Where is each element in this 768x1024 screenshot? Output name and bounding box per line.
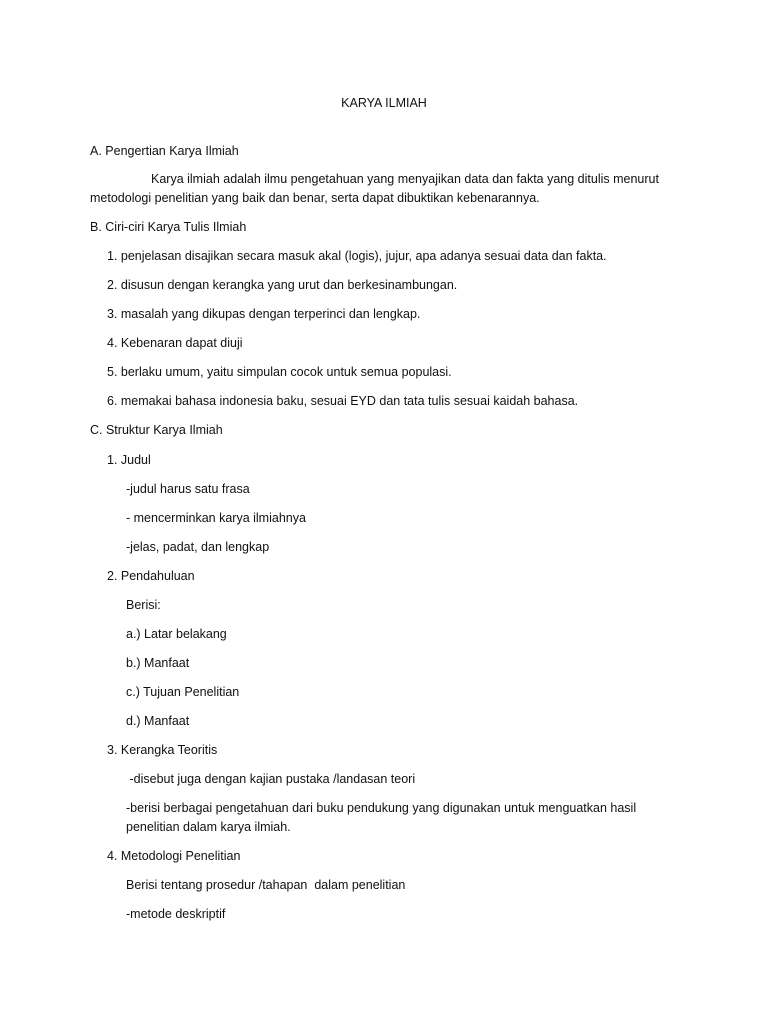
section-b-item-3: 3. masalah yang dikupas dengan terperinci dan lengkap. bbox=[107, 307, 421, 321]
judul-point-2: - mencerminkan karya ilmiahnya bbox=[126, 511, 306, 525]
judul-heading: 1. Judul bbox=[107, 453, 151, 467]
section-b-heading: B. Ciri-ciri Karya Tulis Ilmiah bbox=[90, 220, 247, 234]
section-b-item-5: 5. berlaku umum, yaitu simpulan cocok untuk semua populasi. bbox=[107, 365, 452, 379]
document-title: KARYA ILMIAH bbox=[341, 96, 427, 110]
metodologi-intro: Berisi tentang prosedur /tahapan dalam penelitian bbox=[126, 878, 406, 892]
pendahuluan-point-b: b.) Manfaat bbox=[126, 656, 190, 670]
section-a-paragraph-line1: Karya ilmiah adalah ilmu pengetahuan yang menyajikan data dan fakta yang ditulis menurut bbox=[151, 172, 659, 186]
section-b-item-6: 6. memakai bahasa indonesia baku, sesuai EYD dan tata tulis sesuai kaidah bahasa. bbox=[107, 394, 579, 408]
pendahuluan-intro: Berisi: bbox=[126, 598, 161, 612]
section-a-heading: A. Pengertian Karya Ilmiah bbox=[90, 144, 239, 158]
metodologi-heading: 4. Metodologi Penelitian bbox=[107, 849, 241, 863]
kerangka-point-1: -disebut juga dengan kajian pustaka /landasan teori bbox=[126, 772, 416, 786]
section-a-paragraph-line2: metodologi penelitian yang baik dan benar, serta dapat dibuktikan kebenarannya. bbox=[90, 191, 540, 205]
section-b-item-4: 4. Kebenaran dapat diuji bbox=[107, 336, 243, 350]
pendahuluan-point-d: d.) Manfaat bbox=[126, 714, 190, 728]
kerangka-point-2-line2: penelitian dalam karya ilmiah. bbox=[126, 820, 291, 834]
pendahuluan-point-a: a.) Latar belakang bbox=[126, 627, 227, 641]
section-b-item-2: 2. disusun dengan kerangka yang urut dan berkesinambungan. bbox=[107, 278, 458, 292]
pendahuluan-point-c: c.) Tujuan Penelitian bbox=[126, 685, 240, 699]
kerangka-point-2-line1: -berisi berbagai pengetahuan dari buku pendukung yang digunakan untuk menguatkan hasil bbox=[126, 801, 637, 815]
judul-point-3: -jelas, padat, dan lengkap bbox=[126, 540, 270, 554]
judul-point-1: -judul harus satu frasa bbox=[126, 482, 250, 496]
section-b-item-1: 1. penjelasan disajikan secara masuk akal (logis), jujur, apa adanya sesuai data dan fakta. bbox=[107, 249, 607, 263]
metodologi-point-1: -metode deskriptif bbox=[126, 907, 226, 921]
section-c-heading: C. Struktur Karya Ilmiah bbox=[90, 423, 223, 437]
kerangka-heading: 3. Kerangka Teoritis bbox=[107, 743, 218, 757]
pendahuluan-heading: 2. Pendahuluan bbox=[107, 569, 195, 583]
